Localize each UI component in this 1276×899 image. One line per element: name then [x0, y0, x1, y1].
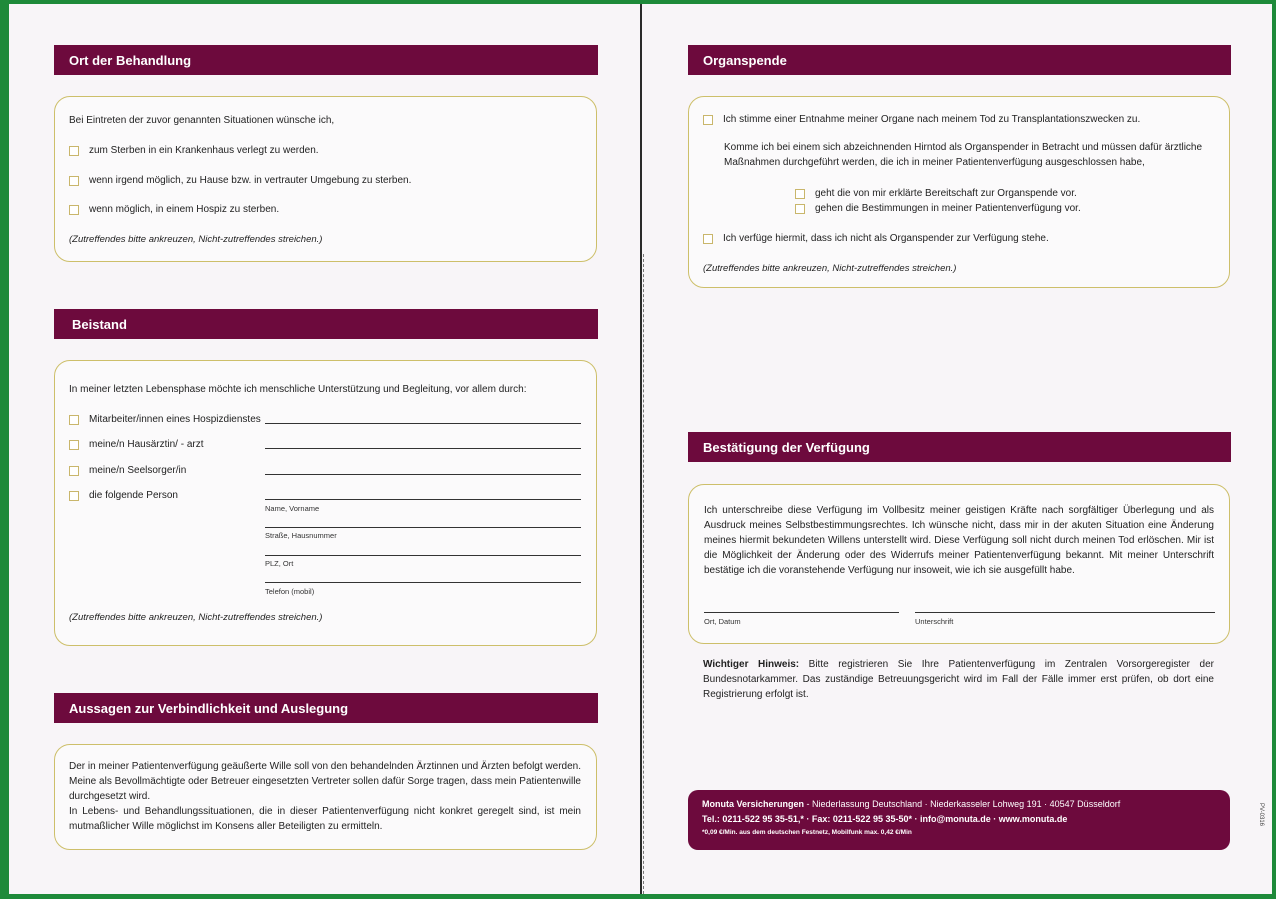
hinweis-text: Bitte registrieren Sie Ihre Patientenverfügung im Zentralen Vorsorgeregister der Bundesnotarkammer. Das zuständige Betreuungsgericht wird im Fall der Fälle immer erst prüfen, ob dort eine Registrierung erfolgt ist.: [703, 659, 1214, 700]
organ-sub-option-1[interactable]: geht die von mir erklärte Bereitschaft zur Organspende vor.: [795, 187, 1215, 201]
beistand-option-1[interactable]: Mitarbeiter/innen eines Hospizdienstes: [69, 413, 582, 427]
input-line-seelsorger[interactable]: [265, 474, 581, 475]
ort-header: Ort der Behandlung: [54, 45, 598, 75]
ort-note: (Zutreffendes bitte ankreuzen, Nicht-zutreffendes streichen.): [69, 234, 323, 245]
checkbox[interactable]: [69, 146, 79, 156]
footer-contact[interactable]: Tel.: 0211-522 95 35-51,* · Fax: 0211-522 95 35-50* · info@monuta.de · www.monuta.de: [702, 814, 1068, 824]
checkbox[interactable]: [69, 205, 79, 215]
input-line-hausarzt[interactable]: [265, 448, 581, 449]
ort-intro: Bei Eintreten der zuvor genannten Situationen wünsche ich,: [69, 115, 335, 126]
aussagen-paragraph-1: Der in meiner Patientenverfügung geäußerte Wille soll von den behandelnden Ärztinnen und Ärzten befolgt werden. Meine als Bevollmächtigte oder Betreuer eingesetzten Vertreter sollen dafür Sorge tragen, dass mein Patientenwille durchgesetzt wird.: [69, 761, 581, 802]
signature-label-ort-datum: Ort, Datum: [704, 617, 741, 626]
aussagen-paragraph-2: In Lebens- und Behandlungssituationen, die in dieser Patientenverfügung nicht konkret geregelt sind, ist mein mutmaßlicher Wille möglichst im Konsens aller Beteiligten zu ermitteln.: [69, 806, 581, 832]
ort-option-2[interactable]: wenn irgend möglich, zu Hause bzw. in vertrauter Umgebung zu sterben.: [69, 174, 582, 188]
footer-company: Monuta Versicherungen: [702, 799, 805, 809]
footer-address-line: [702, 797, 1216, 812]
field-label-name: Name, Vorname: [265, 504, 320, 513]
organ-option-2[interactable]: Ich verfüge hiermit, dass ich nicht als Organspender zur Verfügung stehe.: [703, 232, 1215, 246]
ort-box: [54, 96, 597, 262]
checkbox[interactable]: [69, 415, 79, 425]
beistand-note: (Zutreffendes bitte ankreuzen, Nicht-zutreffendes streichen.): [69, 612, 323, 623]
input-line-hospiz[interactable]: [265, 423, 581, 424]
checkbox[interactable]: [795, 189, 805, 199]
beistand-option-4[interactable]: die folgende Person: [69, 489, 582, 503]
organspende-box: [688, 96, 1230, 288]
checkbox[interactable]: [703, 115, 713, 125]
ort-option-3[interactable]: wenn möglich, in einem Hospiz zu sterben.: [69, 203, 582, 217]
aussagen-box: [54, 744, 597, 850]
organ-note: (Zutreffendes bitte ankreuzen, Nicht-zutreffendes streichen.): [703, 263, 957, 274]
field-label-plz: PLZ, Ort: [265, 559, 294, 568]
organ-text: Komme ich bei einem sich abzeichnenden Hirntod als Organspender in Betracht und müssen dafür ärztliche Maßnahmen durchgeführt werden, die ich in meiner Patientenverfügung ausgeschlossen habe,: [724, 142, 1203, 168]
organ-option-1[interactable]: Ich stimme einer Entnahme meiner Organe nach meinem Tod zu Transplantationszwecken zu.: [703, 113, 1215, 127]
checkbox[interactable]: [69, 440, 79, 450]
aussagen-text: [69, 759, 581, 834]
checkbox[interactable]: [69, 176, 79, 186]
input-line-strasse[interactable]: [265, 527, 581, 528]
aussagen-header: Aussagen zur Verbindlichkeit und Auslegung: [54, 693, 598, 723]
footer-rate-note: *0,09 €/Min. aus dem deutschen Festnetz, Mobilfunk max. 0,42 €/Min: [702, 829, 912, 836]
beistand-option-2[interactable]: meine/n Hausärztin/ - arzt: [69, 438, 582, 452]
organ-sub-option-2[interactable]: gehen die Bestimmungen in meiner Patientenverfügung vor.: [795, 202, 1215, 216]
organspende-header: Organspende: [688, 45, 1231, 75]
input-line-telefon[interactable]: [265, 582, 581, 583]
bestaetigung-box: [688, 484, 1230, 644]
footer-address: - Niederlassung Deutschland · Niederkasseler Lohweg 191 · 40547 Düsseldorf: [804, 799, 1121, 809]
signature-label-unterschrift: Unterschrift: [915, 617, 954, 626]
beistand-intro: In meiner letzten Lebensphase möchte ich menschliche Unterstützung und Begleitung, vor allem durch:: [69, 384, 527, 395]
input-line-plz[interactable]: [265, 555, 581, 556]
bestaetigung-text: Ich unterschreibe diese Verfügung im Vollbesitz meiner geistigen Kräfte nach sorgfältiger Überlegung und als Ausdruck meines Selbstbestimmungsrechtes. Ich wünsche nicht, dass mir in der akuten Situation eine Änderung meines hiermit bekundeten Willens unterstellt wird. Diese Verfügung soll nicht durch meinen Tod erlöschen. Mir ist die Möglichkeit der Änderung oder des Widerrufs meiner Patientenverfügung bekannt. Mit meiner Unterschrift bestätige ich die voranstehende Verfügung nur insoweit, wie ich sie ausgefüllt habe.: [704, 505, 1214, 576]
wichtiger-hinweis: [703, 657, 1214, 702]
ort-option-1[interactable]: zum Sterben in ein Krankenhaus verlegt zu werden.: [69, 144, 582, 158]
signature-line-ort-datum[interactable]: [704, 612, 899, 613]
checkbox[interactable]: [69, 466, 79, 476]
left-page: [9, 4, 640, 894]
right-page: [644, 4, 1272, 894]
input-line-name[interactable]: [265, 499, 581, 500]
field-label-telefon: Telefon (mobil): [265, 587, 315, 596]
checkbox[interactable]: [703, 234, 713, 244]
checkbox[interactable]: [69, 491, 79, 501]
checkbox[interactable]: [795, 204, 805, 214]
bestaetigung-header: Bestätigung der Verfügung: [688, 432, 1231, 462]
beistand-header: Beistand: [54, 309, 598, 339]
hinweis-label: Wichtiger Hinweis:: [703, 659, 800, 670]
beistand-option-3[interactable]: meine/n Seelsorger/in: [69, 464, 582, 478]
beistand-box: [54, 360, 597, 646]
document-code: PV-0316: [1258, 802, 1264, 826]
company-footer: [688, 790, 1230, 850]
signature-line-unterschrift[interactable]: [915, 612, 1215, 613]
field-label-strasse: Straße, Hausnummer: [265, 531, 337, 540]
